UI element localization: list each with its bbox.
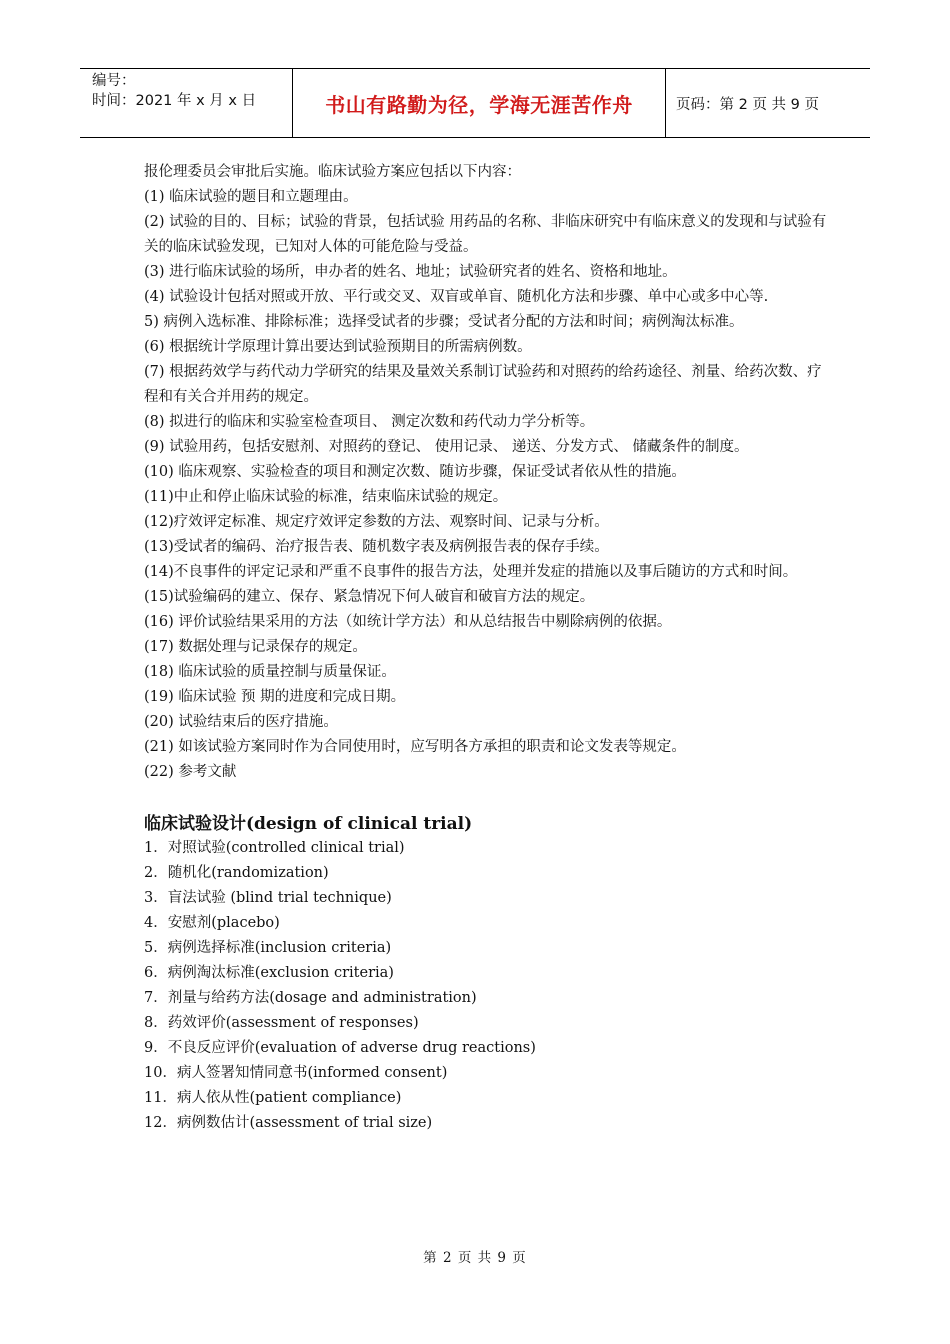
list-item: 12．病例数估计(assessment of trial size) xyxy=(144,1115,433,1131)
list-item: 9．不良反应评价(evaluation of adverse drug reactions) xyxy=(144,1040,536,1056)
paragraph: (22) 参考文献 xyxy=(144,764,237,780)
list-item: 2．随机化(randomization) xyxy=(144,865,329,881)
design-items-list xyxy=(144,836,834,1136)
section-heading: 临床试验设计(design of clinical trial) xyxy=(144,814,473,834)
document-date: 时间：2021 年 x 月 x 日 xyxy=(92,93,257,109)
paragraph: (10) 临床观察、实验检查的项目和测定次数、随访步骤，保证受试者依从性的措施。 xyxy=(144,464,686,480)
paragraph: (17) 数据处理与记录保存的规定。 xyxy=(144,639,367,655)
list-item: 3．盲法试验 (blind trial technique) xyxy=(144,890,392,906)
page-footer: 第 2 页 共 9 页 xyxy=(423,1250,527,1266)
paragraph: (16) 评价试验结果采用的方法（如统计学方法）和从总结报告中剔除病例的依据。 xyxy=(144,614,672,630)
paragraph: (9) 试验用药，包括安慰剂、对照药的登记、 使用记录、 递送、分发方式、 储藏条件的制度。 xyxy=(144,439,749,455)
list-item: 7．剂量与给药方法(dosage and administration) xyxy=(144,990,477,1006)
list-item: 10．病人签署知情同意书(informed consent) xyxy=(144,1065,448,1081)
paragraph: (19) 临床试验 预 期的进度和完成日期。 xyxy=(144,689,406,705)
list-item: 11．病人依从性(patient compliance) xyxy=(144,1090,402,1106)
list-item: 1．对照试验(controlled clinical trial) xyxy=(144,840,405,856)
paragraph: (8) 拟进行的临床和实验室检查项目、 测定次数和药代动力学分析等。 xyxy=(144,414,595,430)
paragraph: (7) 根据药效学与药代动力学研究的结果及量效关系制订试验药和对照药的给药途径、剂量、给药次数、疗程和有关合并用药的规定。 xyxy=(144,364,822,405)
paragraph: (13)受试者的编码、治疗报告表、随机数字表及病例报告表的保存手续。 xyxy=(144,539,609,555)
paragraph: 5) 病例入选标准、排除标准；选择受试者的步骤；受试者分配的方法和时间；病例淘汰标准。 xyxy=(144,314,744,330)
paragraph: (15)试验编码的建立、保存、紧急情况下何人破盲和破盲方法的规定。 xyxy=(144,589,595,605)
paragraph: (4) 试验设计包括对照或开放、平行或交叉、双盲或单盲、随机化方法和步骤、单中心或多中心等. xyxy=(144,289,769,305)
paragraph: (12)疗效评定标准、规定疗效评定参数的方法、观察时间、记录与分析。 xyxy=(144,514,609,530)
paragraph: (6) 根据统计学原理计算出要达到试验预期目的所需病例数。 xyxy=(144,339,532,355)
paragraph: (20) 试验结束后的医疗措施。 xyxy=(144,714,338,730)
header-meta xyxy=(80,69,293,137)
paragraph: (1) 临床试验的题目和立题理由。 xyxy=(144,189,358,205)
list-item: 8．药效评价(assessment of responses) xyxy=(144,1015,419,1031)
header-page-info: 页码：第 2 页 共 9 页 xyxy=(676,96,819,113)
paragraph: (2) 试验的目的、目标；试验的背景，包括试验 用药品的名称、非临床研究中有临床意义的发现和与试验有关的临床试验发现，已知对人体的可能危险与受益。 xyxy=(144,214,827,255)
list-item: 5．病例选择标准(inclusion criteria) xyxy=(144,940,392,956)
paragraph: (14)不良事件的评定记录和严重不良事件的报告方法，处理并发症的措施以及事后随访的方式和时间。 xyxy=(144,564,798,580)
page-header xyxy=(80,68,870,138)
paragraph: (11)中止和停止临床试验的标准，结束临床试验的规定。 xyxy=(144,489,508,505)
paragraph: (3) 进行临床试验的场所，申办者的姓名、地址；试验研究者的姓名、资格和地址。 xyxy=(144,264,677,280)
paragraph: 报伦理委员会审批后实施。临床试验方案应包括以下内容： xyxy=(144,164,521,180)
list-item: 4．安慰剂(placebo) xyxy=(144,915,280,931)
paragraph: (18) 临床试验的质量控制与质量保证。 xyxy=(144,664,396,680)
document-number-label: 编号： xyxy=(92,73,136,89)
list-item: 6．病例淘汰标准(exclusion criteria) xyxy=(144,965,394,981)
paragraph: (21) 如该试验方案同时作为合同使用时，应写明各方承担的职责和论文发表等规定。 xyxy=(144,739,686,755)
document-body xyxy=(144,160,834,1136)
protocol-contents-list xyxy=(144,160,834,785)
header-motto: 书山有路勤为径，学海无涯苦作舟 xyxy=(293,69,666,137)
